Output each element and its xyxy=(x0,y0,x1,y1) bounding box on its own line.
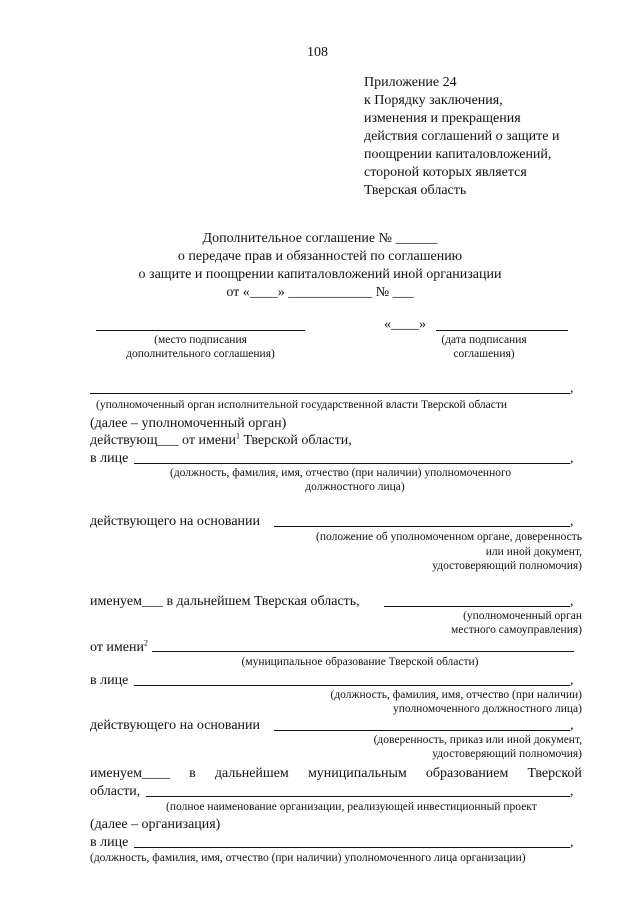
in-person-label-3: в лице xyxy=(90,835,129,850)
person2-caption-1: (должность, фамилия, имя, отчество (при наличии) xyxy=(330,689,582,701)
footnote-2: 2 xyxy=(143,638,148,648)
person2-caption-2: уполномоченного должностного лица) xyxy=(392,703,582,715)
on-behalf-label: от имени xyxy=(90,640,144,655)
basis2-comma: , xyxy=(570,718,574,733)
on-behalf xyxy=(90,639,148,656)
basis-caption-2: или иной документ, xyxy=(485,546,582,558)
acting-on-behalf xyxy=(90,432,352,449)
basis-comma: , xyxy=(570,514,574,529)
person2-line xyxy=(134,685,570,686)
acting-basis-label: действующего на основании xyxy=(90,514,261,529)
title-line-1: Дополнительное соглашение № ______ xyxy=(202,231,438,246)
named-municipal-word-4: муниципальным xyxy=(307,766,407,781)
person2-comma: , xyxy=(570,673,574,688)
date-quote: «____» xyxy=(384,317,426,332)
named-tver: именуем___ в дальнейшем Тверская область, xyxy=(90,594,360,609)
person-caption-1: (должность, фамилия, имя, отчество (при наличии) уполномоченного xyxy=(170,467,512,479)
org-further: (далее – организация) xyxy=(90,817,221,832)
appendix-line-6: стороной которых является xyxy=(364,165,527,180)
in-person-label-2: в лице xyxy=(90,673,129,688)
region-label: области, xyxy=(90,784,141,799)
municipality-line xyxy=(152,651,574,652)
basis-caption-1: (положение об уполномоченном органе, доверенность xyxy=(316,531,582,543)
basis2-caption-2: удостоверяющий полномочия) xyxy=(432,748,582,760)
place-line xyxy=(96,330,305,331)
authority-caption: (уполномоченный орган исполнительной государственной власти Тверской области xyxy=(96,399,508,411)
basis2-line xyxy=(274,730,570,731)
appendix-line-2: к Порядку заключения, xyxy=(364,93,503,108)
place-caption-2: дополнительного соглашения) xyxy=(126,348,275,360)
date-caption-1: (дата подписания xyxy=(441,334,527,346)
municipal-line xyxy=(384,606,570,607)
title-line-2: о передаче прав и обязанностей по соглашению xyxy=(177,249,463,264)
appendix-line-7: Тверская область xyxy=(364,183,467,198)
footnote-1: 1 xyxy=(236,431,241,441)
basis2-caption-1: (доверенность, приказ или иной документ, xyxy=(373,734,582,746)
place-caption-1: (место подписания xyxy=(154,334,247,346)
authority-line xyxy=(90,393,570,394)
municipal-caption-1: (уполномоченный орган xyxy=(463,610,582,622)
in-person-label: в лице xyxy=(90,451,129,466)
org-line xyxy=(146,796,570,797)
title-line-4: от «____» ____________ № ___ xyxy=(226,285,414,300)
title-line-3: о защите и поощрении капиталовложений иной организации xyxy=(138,267,502,282)
basis-line xyxy=(274,526,570,527)
person-comma: , xyxy=(570,451,574,466)
municipal-caption-2: местного самоуправления) xyxy=(450,624,582,636)
date-caption-2: соглашения) xyxy=(453,348,515,360)
named-municipal-word-1: именуем____ xyxy=(90,766,170,781)
named-municipal-word-5: образованием xyxy=(425,766,509,781)
municipal-comma: , xyxy=(570,594,574,609)
appendix-line-3: изменения и прекращения xyxy=(364,111,521,126)
named-municipal-word-2: в xyxy=(189,766,196,781)
org-comma: , xyxy=(570,784,574,799)
person-caption-2: должностного лица) xyxy=(305,481,405,493)
person-line xyxy=(134,463,570,464)
person3-comma: , xyxy=(570,835,574,850)
named-municipal xyxy=(90,765,582,782)
org-caption: (полное наименование организации, реализующей инвестиционный проект xyxy=(166,801,537,813)
date-line xyxy=(436,330,568,331)
page-number: 108 xyxy=(307,45,328,60)
basis-caption-3: удостоверяющий полномочия) xyxy=(432,560,582,572)
acting-basis-label-2: действующего на основании xyxy=(90,718,261,733)
person3-caption: (должность, фамилия, имя, отчество (при наличии) уполномоченного лица организации) xyxy=(90,852,526,864)
municipality-caption: (муниципальное образование Тверской области) xyxy=(241,656,479,668)
named-municipal-word-6: Тверской xyxy=(527,766,582,781)
acting-prefix: действующ___ от имени xyxy=(90,433,237,448)
appendix-line-1: Приложение 24 xyxy=(364,75,457,90)
named-municipal-word-3: дальнейшем xyxy=(214,766,289,781)
authority-further: (далее – уполномоченный орган) xyxy=(90,416,287,431)
appendix-line-4: действия соглашений о защите и xyxy=(364,129,560,144)
authority-comma: , xyxy=(570,381,574,396)
acting-suffix: Тверской области, xyxy=(240,433,352,448)
appendix-line-5: поощрении капиталовложений, xyxy=(364,147,552,162)
person3-line xyxy=(134,847,570,848)
